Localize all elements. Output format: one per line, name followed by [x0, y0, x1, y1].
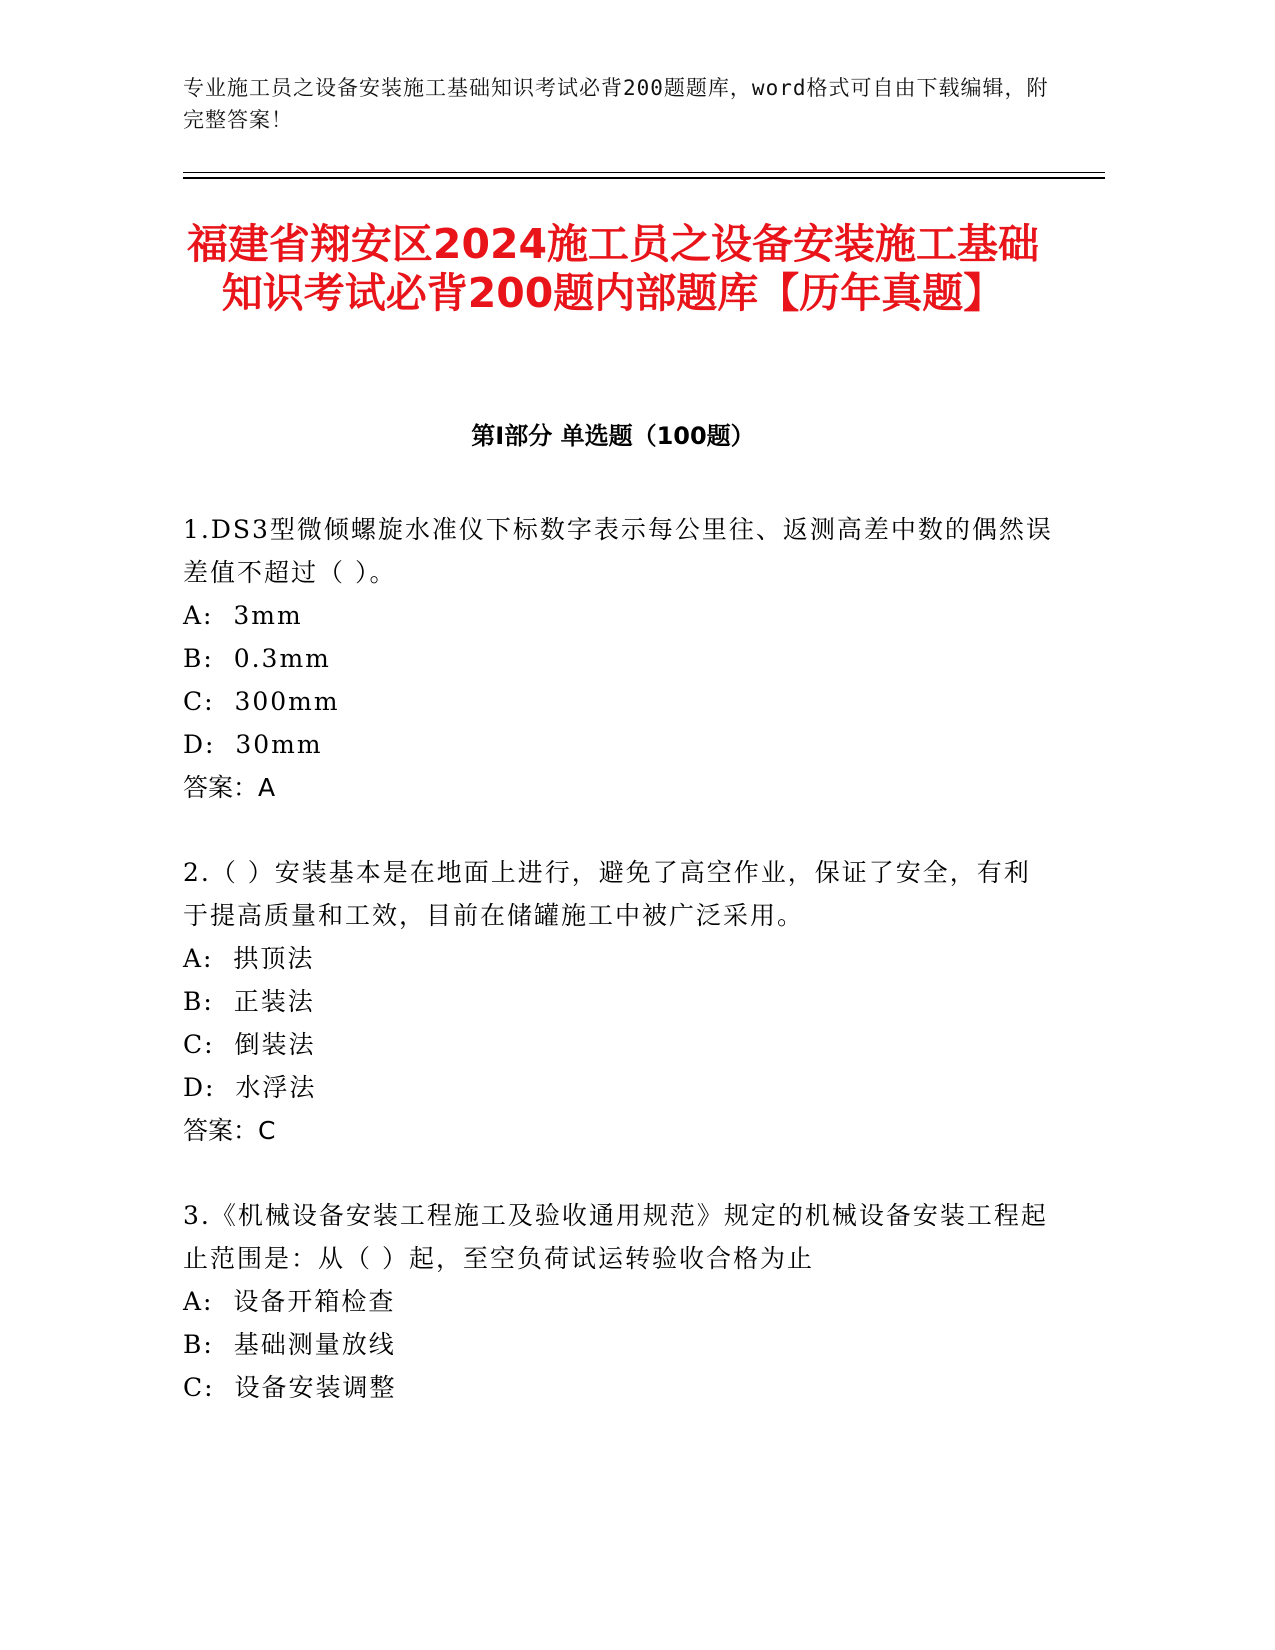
option-a: A: 设备开箱检查 — [183, 1287, 396, 1316]
document-title: 福建省翔安区2024施工员之设备安装施工基础知识考试必背200题内部题库【历年真题】 — [186, 220, 1040, 317]
option-c: C: 设备安装调整 — [183, 1373, 397, 1402]
option-b: B: 0.3mm — [183, 644, 331, 673]
header-divider-thin — [183, 172, 1105, 173]
header-note: 专业施工员之设备安装施工基础知识考试必背200题题库，word格式可自由下载编辑，附完整答案！ — [183, 76, 1049, 132]
option-c: C: 300mm — [183, 687, 340, 716]
option-b: B: 基础测量放线 — [183, 1330, 396, 1359]
option-c: C: 倒装法 — [183, 1030, 316, 1059]
option-d: D: 水浮法 — [183, 1073, 317, 1102]
question-stem: 1.DS3型微倾螺旋水准仪下标数字表示每公里往、返测高差中数的偶然误差值不超过（ ）。 — [183, 515, 1053, 587]
section-title: 第I部分 单选题（100题） — [471, 422, 755, 450]
option-a: A: 拱顶法 — [183, 944, 315, 973]
question-3 — [183, 1194, 1053, 1409]
option-a: A: 3mm — [183, 601, 303, 630]
option-b: B: 正装法 — [183, 987, 315, 1016]
question-stem: 2.（ ）安装基本是在地面上进行，避免了高空作业，保证了安全，有利于提高质量和工效，目前在储罐施工中被广泛采用。 — [183, 858, 1031, 930]
header-divider-thick — [183, 177, 1105, 179]
question-1 — [183, 508, 1053, 809]
answer: 答案：C — [183, 1116, 276, 1145]
question-stem: 3.《机械设备安装工程施工及验收通用规范》规定的机械设备安装工程起止范围是：从（ ）起，至空负荷试运转验收合格为止 — [183, 1201, 1048, 1273]
answer: 答案：A — [183, 773, 276, 802]
question-2 — [183, 851, 1053, 1152]
option-d: D: 30mm — [183, 730, 323, 759]
question-list — [183, 508, 1053, 1451]
